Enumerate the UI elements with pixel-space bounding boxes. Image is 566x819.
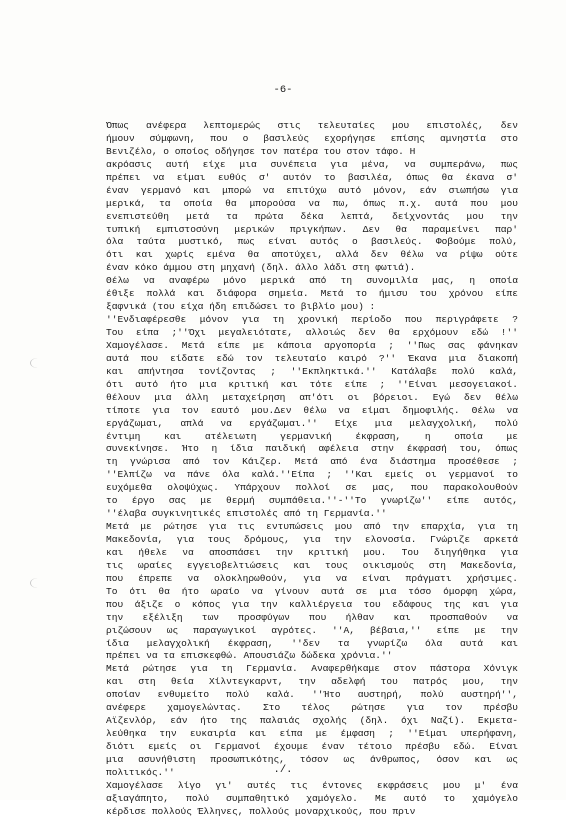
text-line: συνεκίνησε. Ήτο η ίδια παιδική αφέλεια στην έκφρασή του, όπως [106,443,518,455]
text-line: μια ασυνήθιστη προσωπικότης, τόσον ως άνθρωπος, όσον και ως [106,753,518,765]
text-line: Χαμογέλασε λίγο γι' αυτές τις έντονες εκφράσεις μου μ' ένα [106,779,518,791]
text-line: ριζώσουν ως παραγωγικοί αγρότες. ''Α, βέβαια,'' είπε με την [106,624,518,636]
text-line: κέρδισε πολλούς Έλληνες, πολλούς μοναρχικούς, που πριν [106,805,416,817]
text-line: Όπως ανέφερα λεπτομερώς στις τελευταίες μου επιστολές, δεν [106,120,518,131]
text-line: ίδια μελαγχολική έκφραση, ''δεν τα γνωρίζω όλα αυτά και [106,637,518,649]
text-line: Μακεδονία, για τους δρόμους, για την ελονοσία. Γνώριζε αρκετά [106,534,518,545]
text-line: εργάζωμαι, απλά να εργάζωμαι.'' Είχε μια μελαγχολική, πολύ [106,417,518,429]
text-line: έναν γερμανό και μπορώ να επιτύχω αυτό μόνον, εάν σιωπήσω για [106,184,518,196]
text-line: Χαμογέλασε. Μετά είπε με κάποια αργοπορία ; ''Πως σας φάνηκαν [106,339,518,351]
text-line: Αϊζενλόρ, εάν ήτο της παλαιάς σχολής (δηλ. όχι Ναζί). Εκμετα- [106,715,518,727]
text-line: Το ότι θα ήτο ωραίο να γίνουν αυτά σε μια τόσο όμορφη χώρα, [106,585,518,597]
text-line: πρέπει να είμαι ευθύς σ' αυτόν το βασιλέα, όπως θα έκανα σ' [106,171,518,183]
text-line: ενεπιστεύθη μετά τα πρώτα δέκα λεπτά, δείχνοντάς μου την [106,210,518,222]
text-line: έναν κόκο άμμου στη μηχανή (δηλ. άλλο λάδι στη φωτιά). [106,262,416,274]
text-line: τίποτε για τον εαυτό μου.Δεν θέλω να είμαι δημοφιλής. Θέλω να [106,404,518,416]
text-line: όλα ταύτα μυστικό, πως είναι αυτός ο βασιλεύς. Φοβούμε πολύ, [106,236,518,248]
text-line: και απήντησα τονίζοντας ; ''Εκπληκτικά.'' Κατάλαβε πολύ καλά, [106,365,518,377]
text-line: και στη θεία Χίλντεγκαρντ, την αδελφή του πατρός μου, την [106,676,518,688]
page-number: -6- [273,84,293,96]
text-line: τυπική εμπιστοσύνη μερικών πριγκήπων. Δεν θα παραμείνει παρ' [106,223,518,235]
letter-body [106,120,518,819]
text-line: θέλουν μια άλλη μεταχείρηση απ'ότι οι βόρειοι. Εγώ δεν θέλω [106,391,518,403]
text-line: μερικά, τα οποία θα μπορούσα να πω, όπως π.χ. αυτά που μου [106,197,518,209]
text-line: Βενιζέλο, ο οποίος οδήγησε τον πατέρα του στον τάφο. Η [106,145,416,157]
text-line: ότι και χωρίς εμένα θα αποτύχει, αλλά δεν θέλω να ρίψω ούτε [106,249,518,261]
text-line: αυτά που είδατε εδώ τον τελευταίο καιρό ?'' Έκανα μια διακοπή [106,352,518,364]
text-line: ευχόμεθα ολοψύχως. Υπάρχουν πολλοί σε μας, που παρακολουθούν [106,482,518,494]
text-line: έντιμη και ατέλειωτη γερμανική έκφραση, η οποία με [106,430,518,442]
text-line: που έπρεπε να ολοκληρωθούν, για να είναι πράγματι χρήσιμες. [106,572,518,584]
text-line: και ήθελε να αποσπάσει την κριτική μου. Του διηγήθηκα για [106,546,518,558]
text-line: που άξιζε ο κόπος για την καλλιέργεια του εδάφους της και για [106,598,518,610]
text-line: έθιξε πολλά και διάφορα σημεία. Μετά το ήμισυ του χρόνου είπε [106,288,518,300]
text-line: ακρόασις αυτή είχε μια συνέπεια για μένα, να συμπεράνω, πως [106,158,518,170]
text-line: τις ωραίες εγγειοβελτιώσεις και τους οικισμούς στη Μακεδονία, [106,559,518,571]
text-line: τη γνώρισα από τον Κάιζερ. Μετά από ένα διάστημα προσέθεσε ; [106,456,518,468]
text-line: Θέλω να αναφέρω μόνο μερικά από τη συνομιλία μας, η οποία [106,275,518,287]
text-line: ''έλαβα συγκινητικές επιστολές από τη Γερμανία.'' [106,508,387,520]
text-line: Μετά ρώτησε για τη Γερμανία. Αναφερθήκαμε στον πάστορα Χόνιγκ [106,663,518,675]
text-line: ήμουν σύμφωνη, που ο βασιλεύς εχορήγησε επίσης αμνηστία στο [106,132,518,144]
text-line: ''Ενδιαφέρεσθε μόνον για τη χρονική περίοδο που περιγράφετε ? [106,314,518,326]
text-line: την εξέλιξη των προσφύγων που ήλθαν και προσπαθούν να [106,611,518,623]
punch-hole-mark [30,358,45,368]
text-line: λεύθηκα την ευκαιρία και είπα με έμφαση ; ''Είμαι υπερήφανη, [106,728,518,740]
text-line: πολιτικός.'' [106,766,175,778]
continuation-mark: ./. [273,764,293,776]
text-line: διότι εμείς οι Γερμανοί έχουμε έναν τέτοιο πρέσβυ εδώ. Είναι [106,741,518,752]
text-line: ανέφερε χαμογελώντας. Στο τέλος ρώτησε για τον πρέσβυ [106,702,518,714]
text-line: πρέπει να τα επισκεφθώ. Απουσιάζω δώδεκα χρόνια.'' [106,650,393,662]
punch-hole-mark [30,578,45,588]
text-line: Του είπα ;''Όχι μεγαλειότατε, αλλοιώς δεν θα ερχόμουν εδώ !'' [106,327,518,338]
text-line: ξαφνικά (του είχα ήδη επιδώσει το βιβλίο μου) : [106,301,376,313]
text-line: ότι αυτό ήτο μια κριτική και τότε είπε ; ''Είναι μεσογειακοί. [106,378,518,390]
text-line: Μετά με ρώτησε για τις εντυπώσεις μου από την επαρχία, για τη [106,521,518,533]
text-line: το έργο σας με θερμή συμπάθεια.''-''Το γνωρίζω'' είπε αυτός, [106,495,518,507]
text-line: οποίαν ενθυμείτο πολύ καλά. ''Ήτο αυστηρή, πολύ αυστηρή'', [106,689,518,701]
text-line: αξιαγάπητο, πολύ συμπαθητικό χαμόγελο. Με αυτό το χαμόγελο [106,792,518,804]
text-line: ''Ελπίζω να πάνε όλα καλά.''Είπα ; ''Και εμείς οι γερμανοί το [106,469,518,481]
